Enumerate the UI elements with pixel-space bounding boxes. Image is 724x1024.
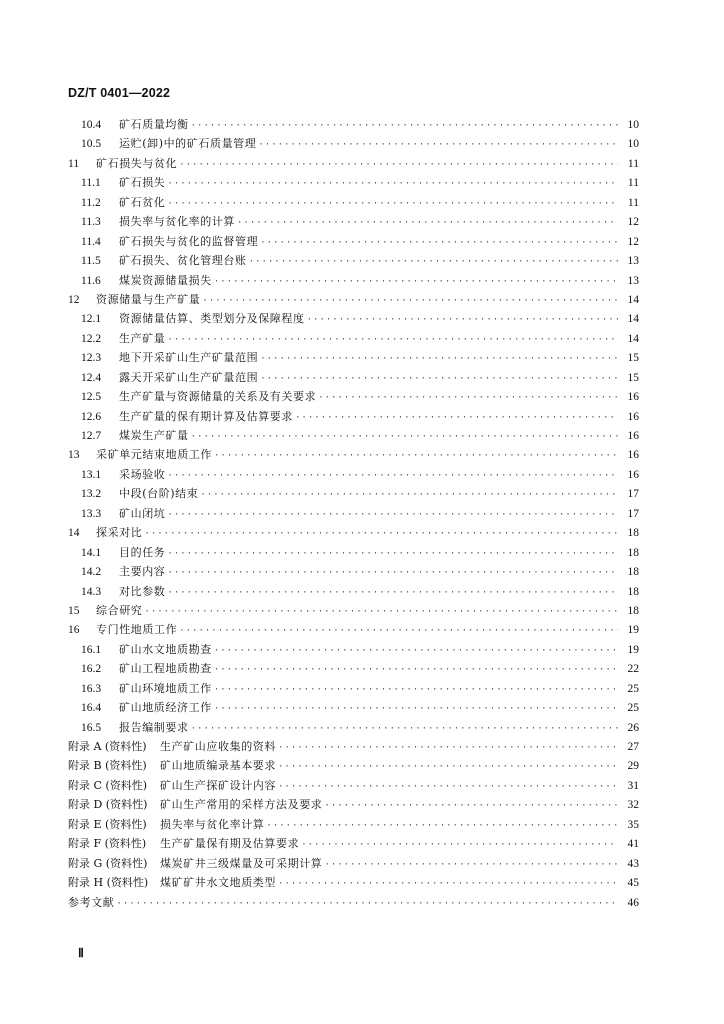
toc-entry-title: 矿山工程地质勘查 <box>119 662 212 676</box>
toc-entry-page: 16 <box>627 410 639 423</box>
toc-leader-dots <box>214 447 618 466</box>
toc-entry-number: 13.3 <box>81 507 102 520</box>
toc-entry-page: 17 <box>627 488 639 501</box>
toc-leader-dots <box>200 486 618 505</box>
toc-entry[interactable] <box>68 504 639 523</box>
toc-entry[interactable] <box>68 523 639 542</box>
toc-entry[interactable] <box>68 309 639 328</box>
toc-entry-number: 11.5 <box>81 255 101 268</box>
toc-entry-title: 矿石质量均衡 <box>119 118 189 131</box>
toc-entry[interactable] <box>68 679 639 698</box>
toc-leader-dots <box>214 681 618 700</box>
toc-entry-page: 27 <box>627 741 639 753</box>
toc-entry-page: 45 <box>627 877 639 890</box>
toc-entry[interactable] <box>68 348 639 367</box>
toc-leader-dots <box>167 564 618 583</box>
toc-entry-title: 矿石损失 <box>119 176 166 190</box>
toc-entry-title: 采矿单元结束地质工作 <box>96 448 212 462</box>
toc-entry-title: 矿山地质经济工作 <box>119 701 212 715</box>
toc-entry-page: 19 <box>627 643 639 656</box>
toc-entry[interactable] <box>68 737 639 756</box>
toc-entry-page: 32 <box>627 799 639 812</box>
toc-leader-dots <box>324 856 618 875</box>
toc-leader-dots <box>318 389 618 408</box>
toc-entry-page: 11 <box>627 157 639 170</box>
toc-entry-number: 附录 D (资料性) <box>68 798 148 812</box>
toc-entry[interactable] <box>68 271 639 290</box>
toc-entry-page: 16 <box>627 391 639 404</box>
toc-leader-dots <box>116 895 618 914</box>
toc-entry-title: 矿山地质编录基本要求 <box>160 759 276 773</box>
toc-entry-page: 25 <box>627 682 639 695</box>
toc-leader-dots <box>214 273 618 292</box>
toc-leader-dots <box>266 817 618 836</box>
toc-entry-title: 中段(台阶)结束 <box>119 487 199 501</box>
toc-leader-dots <box>307 311 618 330</box>
toc-entry[interactable] <box>68 640 639 659</box>
toc-leader-dots <box>167 467 618 486</box>
toc-entry-title: 矿石损失与贫化 <box>96 156 178 170</box>
toc-entry-page: 15 <box>627 352 639 365</box>
toc-leader-dots <box>167 545 618 564</box>
toc-entry-number: 附录 G (资料性) <box>68 856 148 870</box>
toc-leader-dots <box>179 156 618 175</box>
toc-entry-number: 12.7 <box>81 430 102 442</box>
toc-entry-number: 12 <box>68 293 80 306</box>
toc-entry[interactable] <box>68 173 639 192</box>
toc-entry[interactable] <box>68 873 639 892</box>
toc-entry-number: 附录 A (资料性) <box>68 740 147 753</box>
toc-entry[interactable] <box>68 232 639 251</box>
toc-leader-dots <box>191 428 618 447</box>
toc-entry-title: 资源储量与生产矿量 <box>96 292 201 306</box>
toc-entry-number: 附录 H (资料性) <box>68 876 149 890</box>
toc-leader-dots <box>179 622 618 641</box>
toc-entry-number: 附录 B (资料性) <box>68 759 147 773</box>
toc-leader-dots <box>167 506 618 525</box>
toc-leader-dots <box>324 797 618 816</box>
toc-entry-page: 19 <box>627 624 639 637</box>
toc-entry-title: 生产矿量保有期及估算要求 <box>160 837 300 851</box>
toc-entry-title: 矿石损失与贫化的监督管理 <box>119 234 259 248</box>
toc-entry-title: 损失率与贫化率的计算 <box>119 215 235 229</box>
toc-entry[interactable] <box>68 115 639 134</box>
toc-leader-dots <box>295 409 618 428</box>
toc-entry-number: 13.1 <box>81 468 102 481</box>
toc-entry-number: 附录 C (资料性) <box>68 778 147 792</box>
table-of-contents <box>68 115 639 912</box>
toc-entry[interactable] <box>68 795 639 814</box>
toc-entry-title: 生产矿山应收集的资料 <box>160 740 276 753</box>
toc-entry-page: 14 <box>627 313 639 326</box>
toc-entry[interactable] <box>68 445 639 464</box>
toc-entry-number: 10.5 <box>81 138 102 151</box>
toc-entry[interactable] <box>68 834 639 853</box>
toc-leader-dots <box>144 603 618 622</box>
toc-entry-title: 矿山水文地质勘查 <box>119 642 212 656</box>
toc-entry-page: 16 <box>627 449 639 462</box>
toc-entry-number: 14 <box>68 527 80 540</box>
toc-entry-page: 29 <box>627 760 639 773</box>
toc-entry-page: 41 <box>627 838 639 851</box>
toc-entry-page: 11 <box>627 196 639 209</box>
toc-entry-page: 13 <box>627 274 639 287</box>
document-code: DZ/T 0401—2022 <box>68 86 171 100</box>
toc-entry-page: 11 <box>627 177 639 190</box>
toc-leader-dots <box>301 836 618 855</box>
toc-entry-number: 16.5 <box>81 721 102 734</box>
toc-entry-title: 参考文献 <box>68 895 115 909</box>
toc-entry[interactable] <box>68 776 639 795</box>
toc-leader-dots <box>278 758 618 777</box>
toc-leader-dots <box>144 525 618 544</box>
toc-entry[interactable] <box>68 484 639 503</box>
toc-entry-title: 矿石损失、贫化管理台账 <box>119 254 247 268</box>
toc-entry-title: 主要内容 <box>119 565 166 579</box>
toc-entry-number: 13.2 <box>81 488 102 501</box>
toc-entry-number: 12.1 <box>81 313 102 326</box>
toc-entry-title: 采场验收 <box>119 467 166 481</box>
toc-entry[interactable] <box>68 582 639 601</box>
toc-entry[interactable] <box>68 193 639 212</box>
toc-entry-page: 35 <box>627 818 639 831</box>
toc-entry-page: 18 <box>627 604 639 617</box>
toc-entry-page: 12 <box>627 235 639 248</box>
toc-entry-title: 煤炭矿井三级煤量及可采期计算 <box>160 856 323 870</box>
toc-entry-number: 16 <box>68 624 80 637</box>
toc-entry-number: 16.2 <box>81 663 102 676</box>
toc-leader-dots <box>260 350 618 369</box>
toc-leader-dots <box>249 253 618 272</box>
toc-entry-number: 11.1 <box>81 177 101 190</box>
toc-entry-page: 25 <box>627 702 639 715</box>
toc-entry-title: 矿山生产常用的采样方法及要求 <box>160 798 323 812</box>
toc-entry-number: 16.4 <box>81 702 102 715</box>
toc-entry-title: 矿石贫化 <box>119 195 166 209</box>
toc-entry[interactable] <box>68 134 639 153</box>
toc-entry-page: 31 <box>627 779 639 792</box>
toc-entry[interactable] <box>68 718 639 737</box>
toc-entry-title: 煤矿矿井水文地质类型 <box>160 876 276 890</box>
toc-entry-title: 资源储量估算、类型划分及保障程度 <box>119 312 305 326</box>
toc-entry-number: 12.3 <box>81 352 102 365</box>
toc-entry[interactable] <box>68 368 639 387</box>
toc-entry-number: 12.2 <box>81 332 102 345</box>
toc-entry-title: 对比参数 <box>119 584 166 598</box>
toc-entry-number: 11.4 <box>81 235 101 248</box>
toc-entry-number: 16.3 <box>81 682 102 695</box>
toc-leader-dots <box>237 214 618 233</box>
toc-entry-title: 运贮(卸)中的矿石质量管理 <box>119 137 257 151</box>
toc-leader-dots <box>278 778 618 797</box>
toc-entry[interactable] <box>68 815 639 834</box>
toc-entry[interactable] <box>68 854 639 873</box>
toc-entry-title: 露天开采矿山生产矿量范围 <box>119 370 259 384</box>
toc-entry[interactable] <box>68 465 639 484</box>
toc-entry-number: 15 <box>68 604 80 617</box>
toc-entry-title: 生产矿量的保有期计算及估算要求 <box>119 409 293 423</box>
toc-entry[interactable] <box>68 659 639 678</box>
toc-entry[interactable] <box>68 154 639 173</box>
toc-entry[interactable] <box>68 329 639 348</box>
toc-entry-page: 43 <box>627 857 639 870</box>
toc-entry-page: 18 <box>627 546 639 559</box>
toc-entry[interactable] <box>68 698 639 717</box>
toc-entry-number: 14.3 <box>81 585 102 598</box>
toc-leader-dots <box>278 875 618 894</box>
toc-entry-number: 11.3 <box>81 216 101 229</box>
toc-entry-page: 13 <box>627 255 639 268</box>
toc-entry-page: 26 <box>627 721 639 734</box>
toc-entry-page: 10 <box>627 119 639 131</box>
toc-entry-number: 16.1 <box>81 643 102 656</box>
toc-entry-page: 17 <box>627 507 639 520</box>
toc-entry[interactable] <box>68 426 639 445</box>
toc-entry-title: 地下开采矿山生产矿量范围 <box>119 351 259 365</box>
toc-entry-page: 22 <box>627 663 639 676</box>
toc-entry-title: 报告编制要求 <box>119 720 189 734</box>
toc-entry-page: 16 <box>627 430 639 442</box>
toc-entry-number: 12.5 <box>81 391 102 404</box>
toc-entry-number: 11.6 <box>81 274 101 287</box>
toc-entry-title: 矿山生产探矿设计内容 <box>160 778 276 792</box>
toc-entry-title: 目的任务 <box>119 545 166 559</box>
toc-entry-title: 生产矿量与资源储量的关系及有关要求 <box>119 390 317 404</box>
toc-entry-title: 专门性地质工作 <box>96 623 178 637</box>
toc-entry-number: 附录 E (资料性) <box>68 817 147 831</box>
toc-entry-number: 12.6 <box>81 410 102 423</box>
toc-entry[interactable] <box>68 756 639 775</box>
toc-entry[interactable] <box>68 251 639 270</box>
toc-entry-title: 探采对比 <box>96 526 143 540</box>
toc-entry[interactable] <box>68 620 639 639</box>
toc-entry-title: 矿山环境地质工作 <box>119 681 212 695</box>
toc-entry[interactable] <box>68 407 639 426</box>
toc-entry-title: 矿山闭坑 <box>119 506 166 520</box>
toc-entry-page: 18 <box>627 566 639 579</box>
toc-entry-page: 14 <box>627 293 639 306</box>
toc-entry-number: 10.4 <box>81 119 102 131</box>
toc-entry-page: 18 <box>627 585 639 598</box>
toc-entry-page: 12 <box>627 216 639 229</box>
toc-leader-dots <box>278 739 618 758</box>
toc-entry[interactable] <box>68 893 639 912</box>
toc-leader-dots <box>260 234 618 253</box>
toc-leader-dots <box>214 642 618 661</box>
toc-leader-dots <box>167 175 618 194</box>
toc-entry[interactable] <box>68 212 639 231</box>
toc-entry-title: 生产矿量 <box>119 331 166 345</box>
toc-entry-title: 煤炭资源储量损失 <box>119 273 212 287</box>
toc-entry-number: 13 <box>68 449 80 462</box>
toc-entry-page: 10 <box>627 138 639 151</box>
toc-entry-page: 18 <box>627 527 639 540</box>
toc-entry-title: 损失率与贫化率计算 <box>160 817 265 831</box>
page-number: Ⅱ <box>78 946 84 960</box>
toc-entry-page: 16 <box>627 468 639 481</box>
toc-entry-title: 综合研究 <box>96 603 143 617</box>
toc-entry-number: 11 <box>68 157 80 170</box>
toc-entry[interactable] <box>68 290 639 309</box>
toc-leader-dots <box>258 136 618 155</box>
toc-entry[interactable] <box>68 601 639 620</box>
toc-entry-number: 11.2 <box>81 196 101 209</box>
toc-entry-page: 14 <box>627 332 639 345</box>
toc-entry[interactable] <box>68 387 639 406</box>
toc-leader-dots <box>214 700 618 719</box>
toc-entry-number: 12.4 <box>81 371 102 384</box>
toc-entry-number: 14.2 <box>81 566 102 579</box>
toc-leader-dots <box>214 661 618 680</box>
toc-entry-page: 46 <box>627 896 639 909</box>
toc-leader-dots <box>167 584 618 603</box>
toc-entry[interactable] <box>68 562 639 581</box>
toc-entry-number: 14.1 <box>81 546 102 559</box>
toc-entry[interactable] <box>68 543 639 562</box>
toc-entry-title: 煤炭生产矿量 <box>119 429 189 442</box>
toc-entry-page: 15 <box>627 371 639 384</box>
toc-entry-number: 附录 F (资料性) <box>68 837 147 851</box>
